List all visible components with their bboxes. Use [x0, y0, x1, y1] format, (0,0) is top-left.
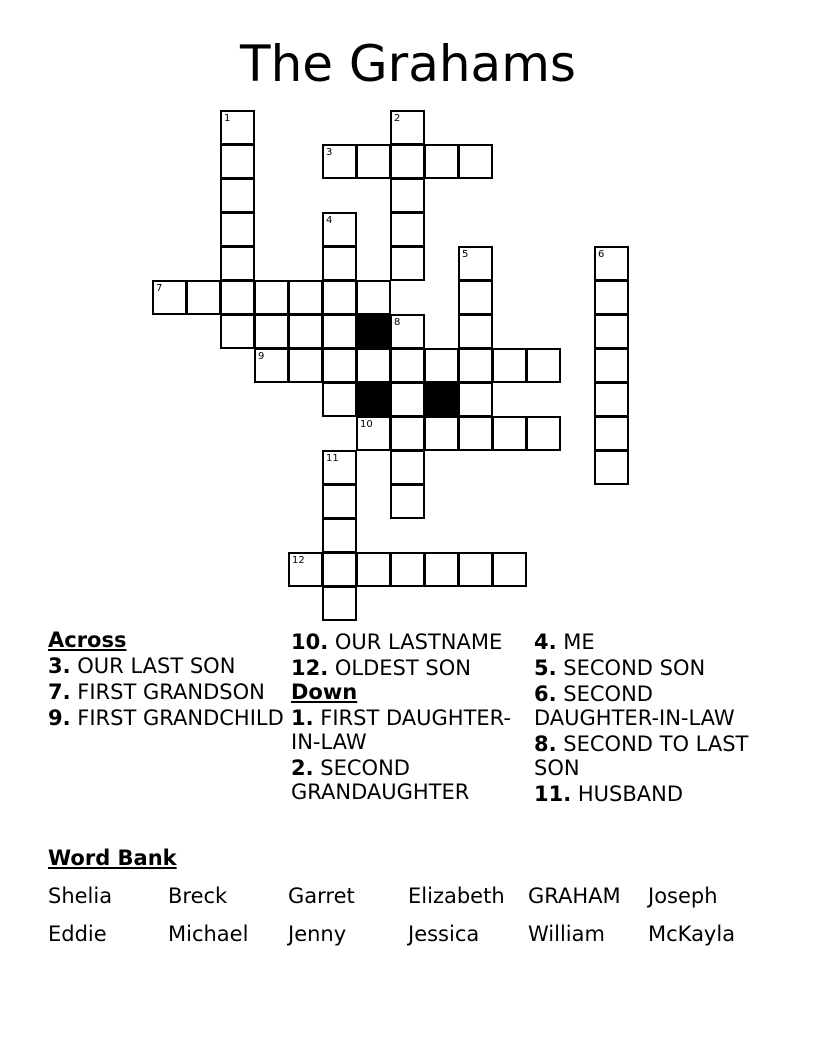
grid-cell[interactable]: [458, 348, 493, 383]
grid-cell[interactable]: [356, 280, 391, 315]
grid-cell[interactable]: [288, 348, 323, 383]
clue-item: [291, 656, 536, 680]
clue-text: SECOND DAUGHTER-IN-LAW: [534, 682, 735, 730]
clue-number: 4.: [534, 630, 557, 654]
grid-cell[interactable]: [356, 552, 391, 587]
clue-item: [534, 732, 779, 780]
clue-number: 10.: [291, 630, 329, 654]
grid-cell[interactable]: [390, 552, 425, 587]
word-bank-item: Eddie: [48, 922, 107, 946]
grid-cell[interactable]: [594, 348, 629, 383]
grid-cell[interactable]: [458, 552, 493, 587]
grid-cell[interactable]: [322, 348, 357, 383]
grid-cell[interactable]: [356, 144, 391, 179]
clue-text: OLDEST SON: [334, 656, 471, 680]
clue-number: 6: [598, 249, 605, 260]
clue-item: [48, 706, 293, 730]
grid-cell[interactable]: [390, 314, 425, 349]
grid-cell[interactable]: [458, 246, 493, 281]
grid-cell[interactable]: [220, 144, 255, 179]
grid-cell[interactable]: [322, 212, 357, 247]
grid-cell[interactable]: [220, 280, 255, 315]
clue-item: [534, 682, 779, 730]
grid-cell[interactable]: [288, 314, 323, 349]
clue-text: OUR LAST SON: [77, 654, 236, 678]
clue-item: [48, 654, 293, 678]
clue-text: ME: [563, 630, 595, 654]
grid-cell[interactable]: [288, 552, 323, 587]
grid-cell[interactable]: [356, 416, 391, 451]
grid-cell[interactable]: [322, 552, 357, 587]
grid-cell[interactable]: [254, 348, 289, 383]
grid-block: [356, 382, 391, 417]
word-bank-item: Jessica: [408, 922, 480, 946]
clue-number: 7: [156, 283, 163, 294]
clue-number: 3: [326, 147, 333, 158]
grid-cell[interactable]: [390, 212, 425, 247]
clue-column-2: [291, 628, 536, 804]
down-heading: Down: [291, 680, 358, 704]
grid-cell[interactable]: [356, 348, 391, 383]
clue-text: FIRST GRANDSON: [77, 680, 265, 704]
grid-block: [424, 382, 459, 417]
clue-number: 5: [462, 249, 469, 260]
grid-cell[interactable]: [594, 314, 629, 349]
word-bank-item: Shelia: [48, 884, 113, 908]
grid-cell[interactable]: [390, 348, 425, 383]
clue-text: FIRST DAUGHTER-IN-LAW: [291, 706, 511, 754]
clue-number: 8.: [534, 732, 557, 756]
across-heading: Across: [48, 628, 127, 652]
grid-cell[interactable]: [322, 280, 357, 315]
grid-cell[interactable]: [492, 348, 527, 383]
grid-cell[interactable]: [220, 178, 255, 213]
grid-cell[interactable]: [594, 450, 629, 485]
word-bank-item: William: [528, 922, 605, 946]
clue-item: [48, 680, 293, 704]
clue-item: [291, 630, 536, 654]
grid-cell[interactable]: [390, 246, 425, 281]
grid-cell[interactable]: [458, 280, 493, 315]
grid-cell[interactable]: [322, 450, 357, 485]
clue-number: 12: [292, 555, 305, 566]
grid-cell[interactable]: [458, 382, 493, 417]
grid-cell[interactable]: [424, 552, 459, 587]
grid-cell[interactable]: [390, 110, 425, 145]
clue-item: [291, 706, 536, 754]
grid-cell[interactable]: [390, 382, 425, 417]
clue-text: SECOND TO LAST SON: [534, 732, 749, 780]
clue-number: 5.: [534, 656, 557, 680]
grid-cell[interactable]: [186, 280, 221, 315]
clue-number: 4: [326, 215, 333, 226]
clue-number: 9: [258, 351, 265, 362]
clue-text: SECOND GRANDAUGHTER: [291, 756, 470, 804]
clue-number: 6.: [534, 682, 557, 706]
grid-cell[interactable]: [322, 144, 357, 179]
clue-number: 2: [394, 113, 401, 124]
grid-cell[interactable]: [492, 416, 527, 451]
clue-text: SECOND SON: [563, 656, 706, 680]
word-bank-title: Word Bank: [48, 846, 177, 870]
grid-block: [356, 314, 391, 349]
grid-cell[interactable]: [220, 110, 255, 145]
grid-cell[interactable]: [492, 552, 527, 587]
grid-cell[interactable]: [594, 280, 629, 315]
grid-cell[interactable]: [390, 178, 425, 213]
clue-number: 10: [360, 419, 373, 430]
clue-number: 9.: [48, 706, 71, 730]
clue-number: 1.: [291, 706, 314, 730]
grid-cell[interactable]: [322, 246, 357, 281]
grid-cell[interactable]: [594, 382, 629, 417]
grid-cell[interactable]: [390, 484, 425, 519]
grid-cell[interactable]: [322, 586, 357, 621]
clue-text: FIRST GRANDCHILD: [77, 706, 284, 730]
grid-cell[interactable]: [390, 450, 425, 485]
word-bank-item: Breck: [168, 884, 228, 908]
word-bank-item: Elizabeth: [408, 884, 505, 908]
grid-cell[interactable]: [322, 382, 357, 417]
grid-cell[interactable]: [526, 348, 561, 383]
clue-number: 1: [224, 113, 231, 124]
clue-item: [534, 630, 779, 654]
word-bank-item: Garret: [288, 884, 355, 908]
grid-cell[interactable]: [458, 314, 493, 349]
grid-cell[interactable]: [424, 144, 459, 179]
grid-cell[interactable]: [594, 416, 629, 451]
page-title: The Grahams: [240, 35, 576, 93]
clue-column-3: [534, 628, 779, 806]
clue-item: [291, 756, 536, 804]
grid-cell[interactable]: [424, 416, 459, 451]
word-bank-item: GRAHAM: [528, 884, 621, 908]
grid-cell[interactable]: [254, 280, 289, 315]
clue-item: [534, 656, 779, 680]
grid-cell[interactable]: [458, 416, 493, 451]
clue-number: 7.: [48, 680, 71, 704]
word-bank-item: Joseph: [648, 884, 718, 908]
grid-cell[interactable]: [254, 314, 289, 349]
clue-number: 12.: [291, 656, 329, 680]
clue-number: 8: [394, 317, 401, 328]
grid-cell[interactable]: [322, 484, 357, 519]
grid-cell[interactable]: [594, 246, 629, 281]
grid-cell[interactable]: [390, 416, 425, 451]
clue-number: 2.: [291, 756, 314, 780]
word-bank-item: Jenny: [288, 922, 347, 946]
clue-number: 3.: [48, 654, 71, 678]
grid-cell[interactable]: [152, 280, 187, 315]
clue-number: 11.: [534, 782, 572, 806]
grid-cell[interactable]: [390, 144, 425, 179]
clue-number: 11: [326, 453, 339, 464]
clue-text: OUR LASTNAME: [334, 630, 503, 654]
grid-cell[interactable]: [220, 246, 255, 281]
clue-text: HUSBAND: [577, 782, 684, 806]
grid-cell[interactable]: [220, 212, 255, 247]
grid-cell[interactable]: [220, 314, 255, 349]
grid-cell[interactable]: [424, 348, 459, 383]
grid-cell[interactable]: [322, 314, 357, 349]
grid-cell[interactable]: [526, 416, 561, 451]
word-bank-item: Michael: [168, 922, 249, 946]
clue-column-1: [48, 628, 293, 730]
grid-cell[interactable]: [322, 518, 357, 553]
clue-item: [534, 782, 779, 806]
word-bank-item: McKayla: [648, 922, 736, 946]
grid-cell[interactable]: [288, 280, 323, 315]
grid-cell[interactable]: [458, 144, 493, 179]
